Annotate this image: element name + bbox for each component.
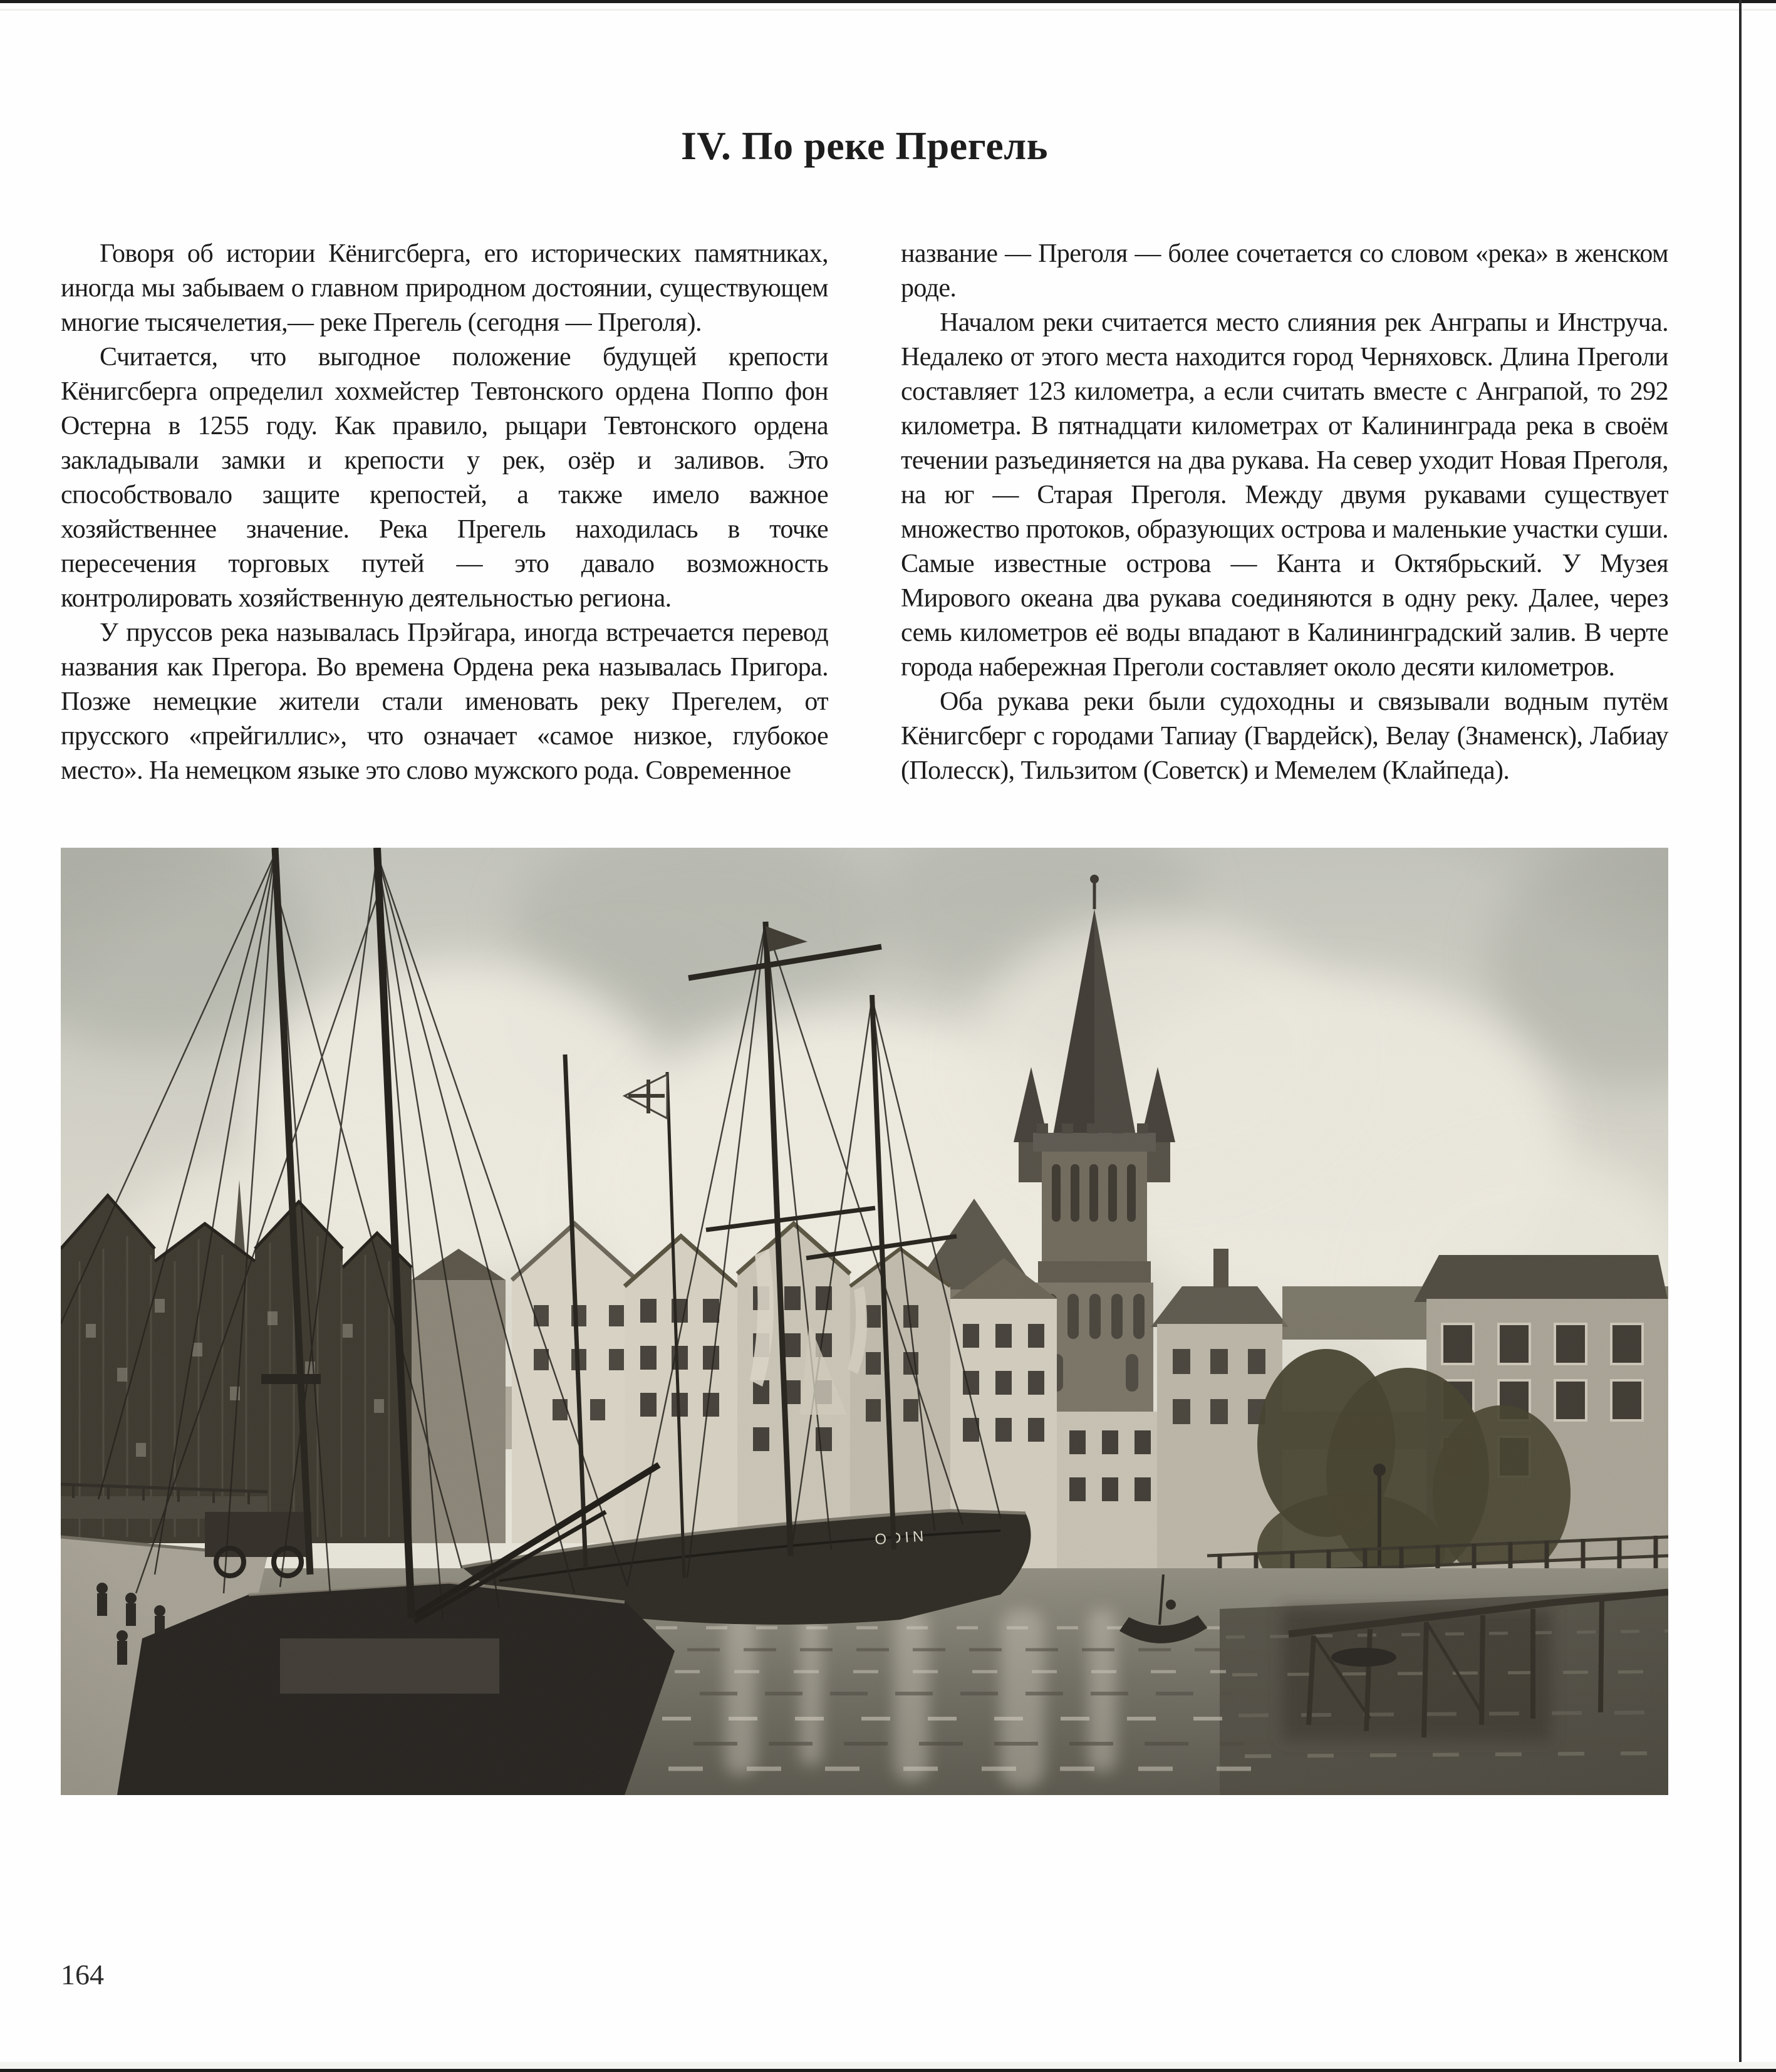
- paragraph: Оба рукава реки были судоходны и связывали водным путём Кёнигсберг с городами Тапиау (Гвардейск), Велау (Знаменск), Лабиау (Полесск), Тильзитом (Советск) и Мемелем (Клайпеда).: [901, 687, 1668, 785]
- page-number: 164: [61, 1959, 104, 1991]
- scan-bottom-edge: [0, 2069, 1776, 2072]
- scan-hairline: [0, 9, 1776, 11]
- right-column: [901, 237, 1668, 788]
- left-column: [61, 237, 828, 788]
- article-text: [61, 237, 1668, 788]
- paragraph: Началом реки считается место слияния рек Анграпы и Инструча. Недалеко от этого места находится город Черняховск. Длина Преголи составляет 123 километра, а если считать вместе с Анграпой, то 292 километра. В пятнадцати километрах от Калининграда река в своём течении разъединяется на два рукава. На север уходит Новая Преголя, на юг — Старая Преголя. Между двумя рукавами существует множество протоков, образующих острова и маленькие участки суши. Самые известные острова — Канта и Октябрьский. У Музея Мирового океана два рукава соединяются в одну реку. Далее, через семь километров её воды впадают в Калининградский залив. В черте города набережная Преголи составляет около десяти километров.: [901, 308, 1668, 682]
- chapter-title: IV. По реке Прегель: [681, 123, 1048, 168]
- scan-top-edge: [0, 0, 1776, 3]
- paragraph-continuation: название — Преголя — более сочетается со словом «река» в женском роде.: [901, 239, 1668, 303]
- scan-right-edge-line: [1739, 0, 1742, 2072]
- film-grain: [61, 848, 1668, 1795]
- harbor-photo-illustration: [61, 848, 1668, 1795]
- paragraph: Говоря об истории Кёнигсберга, его исторических памятниках, иногда мы забываем о главном природном достоянии, существующем многие тысячелетия,— реке Прегель (сегодня — Преголя).: [61, 239, 828, 337]
- paragraph: Считается, что выгодное положение будущей крепости Кёнигсберга определил хохмейстер Тевтонского ордена Поппо фон Остерна в 1255 году. Как правило, рыцари Тевтонского ордена закладывали замки и крепости у рек, озёр и заливов. Это способствовало защите крепостей, а также имело важное хозяйственнее значение. Река Прегель находилась в точке пересечения торговых путей — это давало возможность контролировать хозяйственную деятельностью региона.: [61, 343, 828, 613]
- paragraph: У пруссов река называлась Прэйгара, иногда встречается перевод названия как Прегора. Во времена Ордена река называлась Пригора. Позже немецкие жители стали именовать реку Прегелем, от прусского «прейгиллис», что означает «самое низкое, глубокое место». На немецком языке это слово мужского рода. Современное: [61, 618, 828, 785]
- scan-bottom-gray: [0, 2062, 1776, 2069]
- harbor-photograph: [61, 848, 1668, 1795]
